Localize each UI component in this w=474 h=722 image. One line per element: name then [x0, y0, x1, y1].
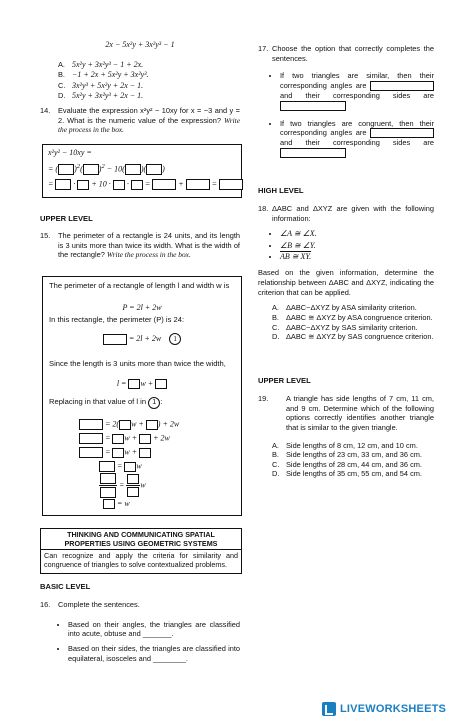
q15-eq-2: l = w + [43, 379, 241, 389]
blank-s5-num2[interactable] [127, 474, 139, 484]
basic-level-heading: BASIC LEVEL [40, 582, 91, 591]
blank-const[interactable] [155, 379, 167, 389]
blank-s3c[interactable] [139, 448, 151, 458]
q14-line-2: = ( )$^2$( )$^2$ − 10( )( ) [48, 163, 165, 174]
blank-s4b[interactable] [124, 462, 136, 472]
question-19: 19. A triangle has side lengths of 7 cm, 11 cm, and 9 cm. Determine which of the following options correctly identifies another triangle that is similar to the given triangle. A. Side lengths of 8 cm, 12 cm, and 10 cm. B. Side lengths of 23 cm, 33 cm, and 36 cm. C. Side lengths of 28 cm, 44 cm, and 36 cm. D. Side lengths of 35 cm, 55 cm, and 54 cm. [258, 394, 434, 479]
blank-s1[interactable] [79, 419, 103, 430]
q14-line-3: = · + 10 · · = + = [48, 179, 243, 190]
q18-option-a[interactable]: A. ΔABC~ΔXYZ by ASA similarity criterion. [272, 303, 417, 313]
q16-item-1[interactable]: • Based on their angles, the triangles are classified into acute, obtuse and _______. [68, 620, 240, 639]
q15-step-6: = w [103, 499, 130, 509]
blank-s3[interactable] [79, 447, 103, 458]
question-16: 16. Complete the sentences. • Based on their angles, the triangles are classified into acute, obtuse and _______. • Based on their sides, the triangles are classified into equilateral, isosceles and ________. [40, 600, 240, 668]
blank-s4[interactable] [99, 461, 115, 472]
q15-step-5: = w [99, 473, 146, 498]
blank-c[interactable] [113, 180, 125, 190]
question-17: 17. Choose the option that correctly completes the sentences. • If two triangles are similar, then their corresponding angles are and their corresponding sides are • If two triangles are congruent, then their corresponding angles are and their corresponding sides are [258, 44, 434, 163]
blank-b[interactable] [77, 180, 89, 190]
blank-s5-den2[interactable] [127, 487, 139, 497]
q15-eq-1: = 2l + 2w 1 [43, 333, 241, 345]
option-a[interactable]: A. 5x²y + 3x²y³ − 1 + 2x. [58, 60, 144, 69]
q19-option-d[interactable]: D. Side lengths of 35 cm, 55 cm, and 54 cm. [272, 469, 422, 479]
blank-s1b[interactable] [119, 420, 131, 430]
blank-s3b[interactable] [112, 448, 124, 458]
blank-e[interactable] [152, 179, 176, 190]
blank-s2c[interactable] [139, 434, 151, 444]
q17-blank-2[interactable] [280, 101, 346, 111]
q16-item-2[interactable]: • Based on their sides, the triangles are classified into equilateral, isosceles and ________. [68, 644, 240, 663]
option-b[interactable]: B. −1 + 2x + 5x²y + 3x²y³. [58, 70, 149, 80]
q17-blank-3[interactable] [370, 128, 434, 138]
question-18: 18. ΔABC and ΔXYZ are given with the following information: • ∠A ≅ ∠X. • ∠B ≅ ∠Y. • AB ≅ XY. Based on the given information, determine the relationship between ΔABC and ΔXYZ, indicating the criterion that can be applied. A. ΔABC~ΔXYZ by ASA similarity criterion. B. ΔABC ≅ ΔXYZ by ASA congruence criterion. C. ΔABC~ΔXYZ by SAS similarity criterion. D. ΔABC ≅ ΔXYZ by SAS congruence criterion. [258, 204, 434, 342]
blank-x-2[interactable] [125, 164, 141, 175]
q14-work-box: x²y² − 10xy = = ( )$^2$( )$^2$ − 10( )( ) = · + 10 · · = + = [42, 144, 242, 198]
given-1: • ∠A ≅ ∠X. [280, 229, 434, 239]
q15-replace-line: Replacing in that value of l in 1 : [49, 397, 162, 409]
q18-option-b[interactable]: B. ΔABC ≅ ΔXYZ by ASA congruence criterion. [272, 312, 433, 322]
blank-perimeter[interactable] [103, 334, 127, 345]
blank-s1c[interactable] [146, 420, 158, 430]
q17-blank-1[interactable] [370, 81, 434, 91]
q17-item-2: • If two triangles are congruent, then their corresponding angles are and their corresponding sides are [280, 119, 434, 158]
blank-y[interactable] [83, 164, 99, 175]
q15-step-3: = w + [79, 447, 151, 458]
upper-level-heading-right: UPPER LEVEL [258, 376, 311, 385]
given-2: • ∠B ≅ ∠Y. [280, 241, 434, 251]
blank-s6[interactable] [103, 499, 115, 509]
upper-level-heading-left: UPPER LEVEL [40, 214, 93, 223]
previous-expression: 2x − 5x²y + 3x²y³ − 1 [105, 40, 175, 49]
liveworksheets-logo[interactable]: LIVEWORKSHEETS [322, 701, 462, 717]
blank-s5-num[interactable] [100, 473, 116, 484]
blank-s5-den[interactable] [100, 487, 116, 498]
q15-step-1: = 2( w + ) + 2w [79, 419, 179, 430]
question-15: 15. The perimeter of a rectangle is 24 units, and its length is 3 units more than twice its width. What is the width of the rectangle? Write the process in the box. [40, 231, 240, 260]
blank-x[interactable] [58, 164, 74, 175]
q18-option-d[interactable]: D. ΔABC ≅ ΔXYZ by SAS congruence criterion. [272, 332, 434, 342]
high-level-heading: HIGH LEVEL [258, 186, 304, 195]
q18-options [258, 303, 434, 342]
checkmark-icon [322, 702, 336, 716]
blank-a[interactable] [55, 179, 71, 190]
q15-step-4: = w [99, 461, 142, 472]
q17-item-1: • If two triangles are similar, then their corresponding angles are and their corresponding sides are [280, 71, 434, 110]
blank-result[interactable] [219, 179, 243, 190]
blank-d[interactable] [131, 180, 143, 190]
q19-option-c[interactable]: C. Side lengths of 28 cm, 44 cm, and 36 cm. [272, 459, 422, 469]
given-3: • AB ≅ XY. [280, 252, 434, 262]
q19-option-a[interactable]: A. Side lengths of 8 cm, 12 cm, and 10 cm. [272, 440, 418, 450]
q18-option-c[interactable]: C. ΔABC~ΔXYZ by SAS similarity criterion. [272, 322, 418, 332]
q19-option-b[interactable]: B. Side lengths of 23 cm, 33 cm, and 36 cm. [272, 450, 422, 460]
q19-options [258, 441, 434, 480]
question-14: 14. Evaluate the expression x²y² − 10xy for x = −3 and y = 2. What is the numeric value of the expression? Write the process in the box. [40, 106, 240, 135]
blank-s2b[interactable] [112, 434, 124, 444]
blank-coef[interactable] [128, 379, 140, 389]
q15-work-box: The perimeter of a rectangle of length l and width w is P = 2l + 2w In this rectangle, the perimeter (P) is 24: = 2l + 2w 1 Since the length is 3 units more than twice the width, l = w + Replacing in that value of l in 1 : = 2( w + ) + 2w = w + + 2w = w + = w = w = w [42, 276, 242, 516]
option-c[interactable]: C. 3x²y³ + 5x²y + 2x − 1. [58, 80, 144, 90]
blank-s2[interactable] [79, 433, 103, 444]
q15-step-2: = w + + 2w [79, 433, 170, 444]
thinking-box: THINKING AND COMMUNICATING SPATIAL PROPERTIES USING GEOMETRIC SYSTEMS Can recognize and apply the criteria for similarity and congruence of triangles to solve contextualized problems. [40, 528, 242, 574]
previous-options [58, 60, 238, 102]
blank-f[interactable] [186, 179, 210, 190]
option-d[interactable]: D. 5x²y + 3x²y³ + 2x − 1. [58, 91, 144, 101]
q17-blank-4[interactable] [280, 148, 346, 158]
blank-y-2[interactable] [146, 164, 162, 175]
